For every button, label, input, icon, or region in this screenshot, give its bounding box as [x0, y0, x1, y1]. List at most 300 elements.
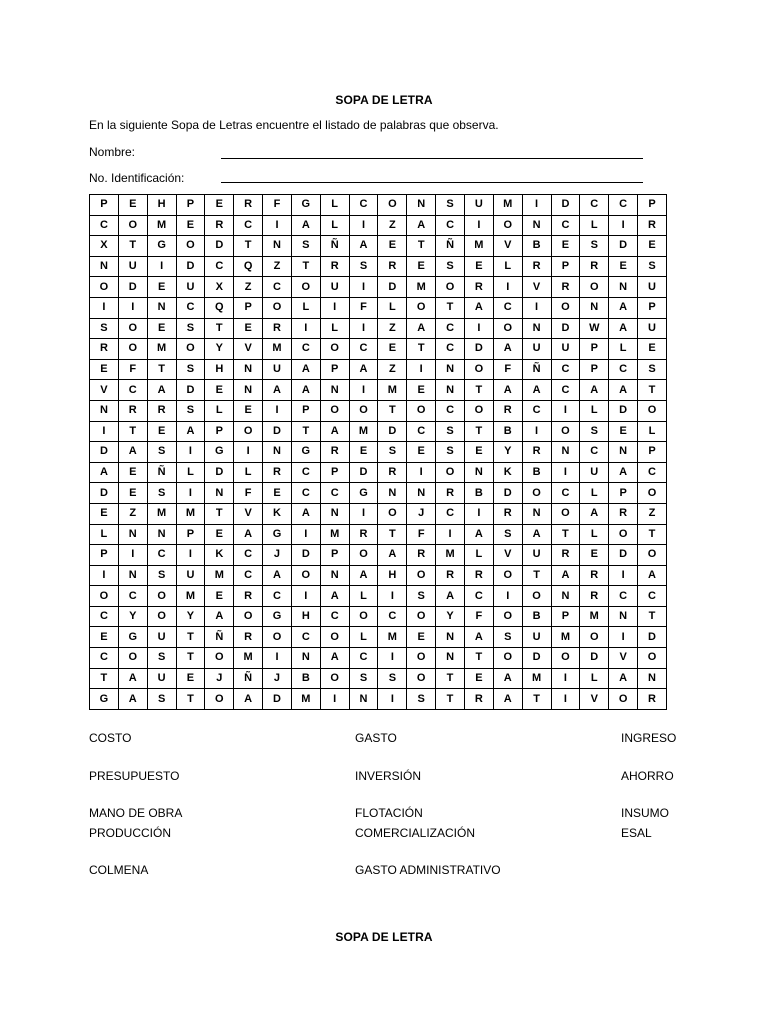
grid-cell: C — [234, 215, 263, 236]
grid-cell: R — [349, 524, 378, 545]
grid-cell: I — [493, 277, 522, 298]
grid-cell: O — [436, 277, 465, 298]
grid-cell: C — [320, 606, 349, 627]
name-field-line[interactable] — [221, 158, 643, 159]
grid-cell: N — [263, 442, 292, 463]
grid-cell: A — [147, 380, 176, 401]
grid-cell: A — [176, 421, 205, 442]
grid-cell: O — [118, 215, 147, 236]
grid-cell: F — [493, 359, 522, 380]
grid-cell: N — [522, 215, 551, 236]
grid-cell: N — [118, 565, 147, 586]
grid-cell: J — [263, 668, 292, 689]
word-item: COMERCIALIZACIÓN — [355, 826, 476, 840]
grid-cell: E — [118, 462, 147, 483]
grid-cell: E — [205, 524, 234, 545]
grid-cell: Z — [378, 359, 407, 380]
grid-cell: I — [464, 215, 493, 236]
grid-cell: I — [436, 524, 465, 545]
grid-cell: A — [234, 524, 263, 545]
grid-cell: O — [638, 400, 667, 421]
word-item: FLOTACIÓN — [355, 806, 423, 820]
grid-cell: P — [176, 524, 205, 545]
grid-cell: I — [609, 215, 638, 236]
grid-cell: E — [551, 236, 580, 257]
grid-cell: S — [147, 483, 176, 504]
grid-cell: A — [263, 380, 292, 401]
grid-cell: M — [378, 627, 407, 648]
grid-cell: O — [407, 648, 436, 669]
grid-cell: S — [176, 359, 205, 380]
grid-cell: X — [205, 277, 234, 298]
grid-cell: P — [551, 606, 580, 627]
grid-cell: E — [407, 380, 436, 401]
grid-cell: M — [349, 421, 378, 442]
grid-cell: C — [609, 586, 638, 607]
grid-cell: U — [147, 668, 176, 689]
grid-cell: C — [291, 462, 320, 483]
grid-cell: C — [234, 565, 263, 586]
grid-cell: O — [638, 648, 667, 669]
grid-row — [90, 215, 667, 236]
word-item: ESAL — [621, 826, 652, 840]
grid-cell: D — [638, 627, 667, 648]
grid-cell: F — [234, 483, 263, 504]
grid-cell: I — [349, 318, 378, 339]
grid-cell: N — [407, 483, 436, 504]
grid-cell: L — [176, 462, 205, 483]
grid-cell: T — [205, 318, 234, 339]
grid-cell: C — [234, 545, 263, 566]
grid-cell: D — [609, 545, 638, 566]
grid-cell: A — [320, 648, 349, 669]
grid-cell: N — [609, 442, 638, 463]
grid-cell: M — [291, 689, 320, 710]
grid-cell: H — [291, 606, 320, 627]
grid-cell: R — [320, 256, 349, 277]
grid-row — [90, 668, 667, 689]
grid-cell: S — [638, 359, 667, 380]
grid-cell: C — [436, 318, 465, 339]
grid-cell: U — [551, 339, 580, 360]
grid-cell: M — [147, 339, 176, 360]
grid-cell: B — [522, 462, 551, 483]
grid-cell: G — [147, 236, 176, 257]
grid-cell: L — [580, 483, 609, 504]
grid-cell: U — [147, 627, 176, 648]
grid-cell: J — [263, 545, 292, 566]
grid-cell: N — [551, 442, 580, 463]
grid-cell: C — [176, 297, 205, 318]
grid-cell: K — [263, 503, 292, 524]
grid-cell: L — [349, 627, 378, 648]
grid-cell: I — [320, 689, 349, 710]
grid-cell: D — [263, 421, 292, 442]
grid-cell: U — [580, 462, 609, 483]
grid-cell: N — [407, 195, 436, 216]
grid-cell: F — [464, 606, 493, 627]
grid-cell: P — [580, 359, 609, 380]
grid-cell: E — [90, 359, 119, 380]
grid-cell: M — [205, 565, 234, 586]
grid-cell: F — [263, 195, 292, 216]
grid-cell: I — [464, 503, 493, 524]
grid-cell: R — [522, 442, 551, 463]
grid-cell: M — [263, 339, 292, 360]
grid-cell: I — [349, 215, 378, 236]
grid-cell: Ñ — [320, 236, 349, 257]
grid-cell: T — [436, 297, 465, 318]
grid-cell: O — [407, 606, 436, 627]
grid-cell: U — [522, 627, 551, 648]
grid-cell: M — [493, 195, 522, 216]
grid-cell: D — [118, 277, 147, 298]
grid-cell: S — [580, 421, 609, 442]
grid-cell: D — [609, 236, 638, 257]
grid-cell: N — [609, 277, 638, 298]
grid-cell: T — [176, 689, 205, 710]
grid-cell: O — [349, 400, 378, 421]
grid-cell: N — [436, 359, 465, 380]
grid-cell: L — [580, 400, 609, 421]
grid-cell: O — [551, 297, 580, 318]
grid-cell: O — [493, 648, 522, 669]
grid-cell: I — [522, 421, 551, 442]
grid-cell: L — [320, 318, 349, 339]
grid-cell: O — [349, 545, 378, 566]
grid-cell: T — [234, 236, 263, 257]
grid-cell: A — [320, 586, 349, 607]
grid-cell: M — [522, 668, 551, 689]
grid-cell: I — [263, 400, 292, 421]
grid-cell: R — [234, 627, 263, 648]
grid-cell: O — [378, 195, 407, 216]
grid-cell: R — [90, 339, 119, 360]
grid-cell: B — [522, 236, 551, 257]
grid-cell: R — [551, 277, 580, 298]
grid-cell: I — [551, 668, 580, 689]
grid-cell: T — [436, 689, 465, 710]
grid-row — [90, 277, 667, 298]
grid-cell: I — [349, 380, 378, 401]
grid-cell: K — [493, 462, 522, 483]
grid-cell: O — [407, 297, 436, 318]
grid-cell: N — [436, 627, 465, 648]
grid-cell: T — [147, 359, 176, 380]
grid-cell: R — [464, 565, 493, 586]
grid-cell: U — [263, 359, 292, 380]
grid-cell: I — [609, 627, 638, 648]
grid-cell: A — [291, 215, 320, 236]
grid-cell: Ñ — [234, 668, 263, 689]
grid-cell: X — [90, 236, 119, 257]
grid-cell: S — [147, 442, 176, 463]
grid-cell: O — [349, 606, 378, 627]
grid-cell: O — [609, 689, 638, 710]
grid-cell: C — [551, 380, 580, 401]
grid-cell: O — [493, 565, 522, 586]
grid-cell: A — [234, 689, 263, 710]
grid-cell: C — [263, 277, 292, 298]
grid-cell: N — [522, 503, 551, 524]
grid-cell: Z — [378, 215, 407, 236]
grid-cell: N — [320, 565, 349, 586]
grid-cell: A — [638, 565, 667, 586]
grid-cell: R — [580, 565, 609, 586]
grid-cell: C — [90, 606, 119, 627]
grid-cell: A — [522, 524, 551, 545]
grid-row — [90, 565, 667, 586]
grid-cell: P — [90, 195, 119, 216]
grid-cell: A — [349, 565, 378, 586]
grid-cell: D — [205, 462, 234, 483]
grid-cell: S — [407, 586, 436, 607]
grid-cell: I — [551, 689, 580, 710]
grid-cell: R — [464, 277, 493, 298]
grid-cell: C — [90, 215, 119, 236]
grid-cell: I — [464, 318, 493, 339]
grid-cell: F — [407, 524, 436, 545]
grid-cell: D — [205, 236, 234, 257]
grid-row — [90, 586, 667, 607]
grid-cell: D — [263, 689, 292, 710]
grid-cell: O — [263, 627, 292, 648]
grid-cell: P — [320, 462, 349, 483]
grid-cell: R — [638, 689, 667, 710]
grid-cell: I — [522, 195, 551, 216]
grid-cell: N — [522, 318, 551, 339]
grid-row — [90, 462, 667, 483]
grid-cell: I — [118, 297, 147, 318]
grid-cell: O — [551, 648, 580, 669]
grid-cell: I — [378, 648, 407, 669]
grid-cell: Y — [493, 442, 522, 463]
grid-row — [90, 195, 667, 216]
grid-cell: E — [176, 215, 205, 236]
grid-cell: I — [176, 545, 205, 566]
grid-cell: D — [90, 442, 119, 463]
grid-cell: E — [205, 195, 234, 216]
grid-cell: I — [263, 215, 292, 236]
id-field-line[interactable] — [221, 182, 643, 183]
grid-cell: R — [493, 503, 522, 524]
grid-row — [90, 256, 667, 277]
grid-cell: O — [118, 339, 147, 360]
grid-cell: M — [234, 648, 263, 669]
grid-cell: L — [234, 462, 263, 483]
grid-cell: C — [580, 442, 609, 463]
grid-cell: R — [234, 586, 263, 607]
grid-cell: Ñ — [522, 359, 551, 380]
word-item: MANO DE OBRA — [89, 806, 183, 820]
grid-cell: Y — [436, 606, 465, 627]
grid-cell: P — [320, 545, 349, 566]
grid-cell: A — [320, 421, 349, 442]
grid-cell: E — [118, 195, 147, 216]
word-item: GASTO — [355, 731, 397, 745]
grid-cell: F — [349, 297, 378, 318]
grid-cell: T — [291, 421, 320, 442]
grid-cell: O — [90, 277, 119, 298]
grid-cell: Q — [234, 256, 263, 277]
word-item: COSTO — [89, 731, 132, 745]
grid-cell: O — [118, 318, 147, 339]
grid-cell: D — [90, 483, 119, 504]
grid-cell: C — [147, 545, 176, 566]
grid-cell: T — [522, 565, 551, 586]
grid-cell: U — [638, 318, 667, 339]
grid-cell: G — [90, 689, 119, 710]
grid-cell: O — [407, 565, 436, 586]
grid-cell: P — [609, 483, 638, 504]
grid-cell: S — [436, 421, 465, 442]
grid-cell: E — [464, 442, 493, 463]
grid-cell: O — [522, 586, 551, 607]
grid-cell: E — [638, 236, 667, 257]
grid-cell: D — [493, 483, 522, 504]
grid-cell: I — [90, 297, 119, 318]
grid-cell: T — [464, 421, 493, 442]
grid-cell: O — [464, 400, 493, 421]
word-item: INVERSIÓN — [355, 769, 422, 783]
grid-cell: L — [378, 297, 407, 318]
grid-cell: O — [147, 586, 176, 607]
grid-cell: L — [90, 524, 119, 545]
grid-cell: A — [118, 689, 147, 710]
word-item: PRESUPUESTO — [89, 769, 180, 783]
grid-cell: V — [234, 339, 263, 360]
grid-cell: E — [580, 545, 609, 566]
grid-cell: R — [118, 400, 147, 421]
grid-cell: T — [464, 648, 493, 669]
grid-cell: A — [118, 442, 147, 463]
grid-cell: O — [493, 215, 522, 236]
grid-cell: A — [609, 380, 638, 401]
grid-cell: C — [638, 586, 667, 607]
grid-cell: O — [609, 524, 638, 545]
grid-cell: T — [522, 689, 551, 710]
grid-cell: Z — [234, 277, 263, 298]
grid-cell: T — [638, 606, 667, 627]
grid-cell: R — [609, 503, 638, 524]
grid-cell: E — [234, 400, 263, 421]
footer-title: SOPA DE LETRA — [335, 930, 433, 944]
grid-cell: A — [522, 380, 551, 401]
grid-cell: A — [118, 668, 147, 689]
grid-cell: I — [609, 565, 638, 586]
grid-cell: C — [609, 195, 638, 216]
grid-cell: N — [234, 380, 263, 401]
grid-cell: I — [551, 462, 580, 483]
grid-cell: O — [407, 400, 436, 421]
grid-cell: N — [436, 648, 465, 669]
grid-cell: M — [320, 524, 349, 545]
grid-cell: R — [580, 586, 609, 607]
grid-cell: V — [522, 277, 551, 298]
grid-cell: C — [464, 586, 493, 607]
grid-cell: Y — [118, 606, 147, 627]
grid-cell: A — [263, 565, 292, 586]
grid-cell: S — [378, 442, 407, 463]
grid-cell: S — [176, 318, 205, 339]
grid-cell: I — [176, 442, 205, 463]
grid-cell: T — [378, 524, 407, 545]
grid-cell: M — [176, 503, 205, 524]
grid-cell: U — [118, 256, 147, 277]
grid-cell: P — [291, 400, 320, 421]
grid-cell: U — [320, 277, 349, 298]
grid-cell: R — [638, 215, 667, 236]
word-item: GASTO ADMINISTRATIVO — [355, 863, 501, 877]
grid-cell: N — [118, 524, 147, 545]
grid-cell: E — [234, 318, 263, 339]
grid-cell: V — [493, 545, 522, 566]
grid-cell: N — [291, 648, 320, 669]
grid-cell: N — [147, 524, 176, 545]
grid-cell: O — [176, 236, 205, 257]
grid-cell: Y — [176, 606, 205, 627]
grid-cell: Y — [205, 339, 234, 360]
grid-cell: M — [147, 215, 176, 236]
grid-cell: N — [464, 462, 493, 483]
grid-cell: O — [320, 339, 349, 360]
grid-cell: C — [638, 462, 667, 483]
grid-cell: O — [436, 462, 465, 483]
grid-cell: G — [291, 442, 320, 463]
grid-cell: S — [436, 195, 465, 216]
grid-cell: R — [522, 256, 551, 277]
grid-cell: V — [90, 380, 119, 401]
grid-cell: S — [147, 565, 176, 586]
grid-cell: V — [234, 503, 263, 524]
grid-cell: C — [436, 339, 465, 360]
grid-cell: T — [638, 380, 667, 401]
grid-cell: E — [205, 586, 234, 607]
grid-cell: S — [147, 689, 176, 710]
grid-cell: L — [464, 545, 493, 566]
grid-cell: E — [407, 442, 436, 463]
grid-cell: N — [638, 668, 667, 689]
grid-cell: H — [205, 359, 234, 380]
grid-cell: T — [176, 627, 205, 648]
grid-cell: E — [176, 668, 205, 689]
grid-cell: V — [493, 236, 522, 257]
grid-cell: A — [378, 545, 407, 566]
grid-cell: A — [464, 297, 493, 318]
word-item: AHORRO — [621, 769, 674, 783]
grid-cell: I — [349, 503, 378, 524]
grid-cell: S — [176, 400, 205, 421]
grid-cell: I — [176, 483, 205, 504]
grid-cell: A — [493, 689, 522, 710]
word-item: INGRESO — [621, 731, 677, 745]
grid-row — [90, 648, 667, 669]
word-item: PRODUCCIÓN — [89, 826, 172, 840]
grid-cell: S — [147, 648, 176, 669]
grid-cell: O — [291, 565, 320, 586]
grid-cell: C — [118, 586, 147, 607]
grid-cell: S — [407, 689, 436, 710]
grid-cell: A — [580, 380, 609, 401]
grid-cell: U — [638, 277, 667, 298]
grid-cell: N — [90, 256, 119, 277]
grid-cell: M — [176, 586, 205, 607]
grid-cell: P — [234, 297, 263, 318]
grid-cell: A — [580, 503, 609, 524]
grid-cell: I — [291, 586, 320, 607]
grid-cell: I — [378, 586, 407, 607]
grid-cell: D — [551, 318, 580, 339]
